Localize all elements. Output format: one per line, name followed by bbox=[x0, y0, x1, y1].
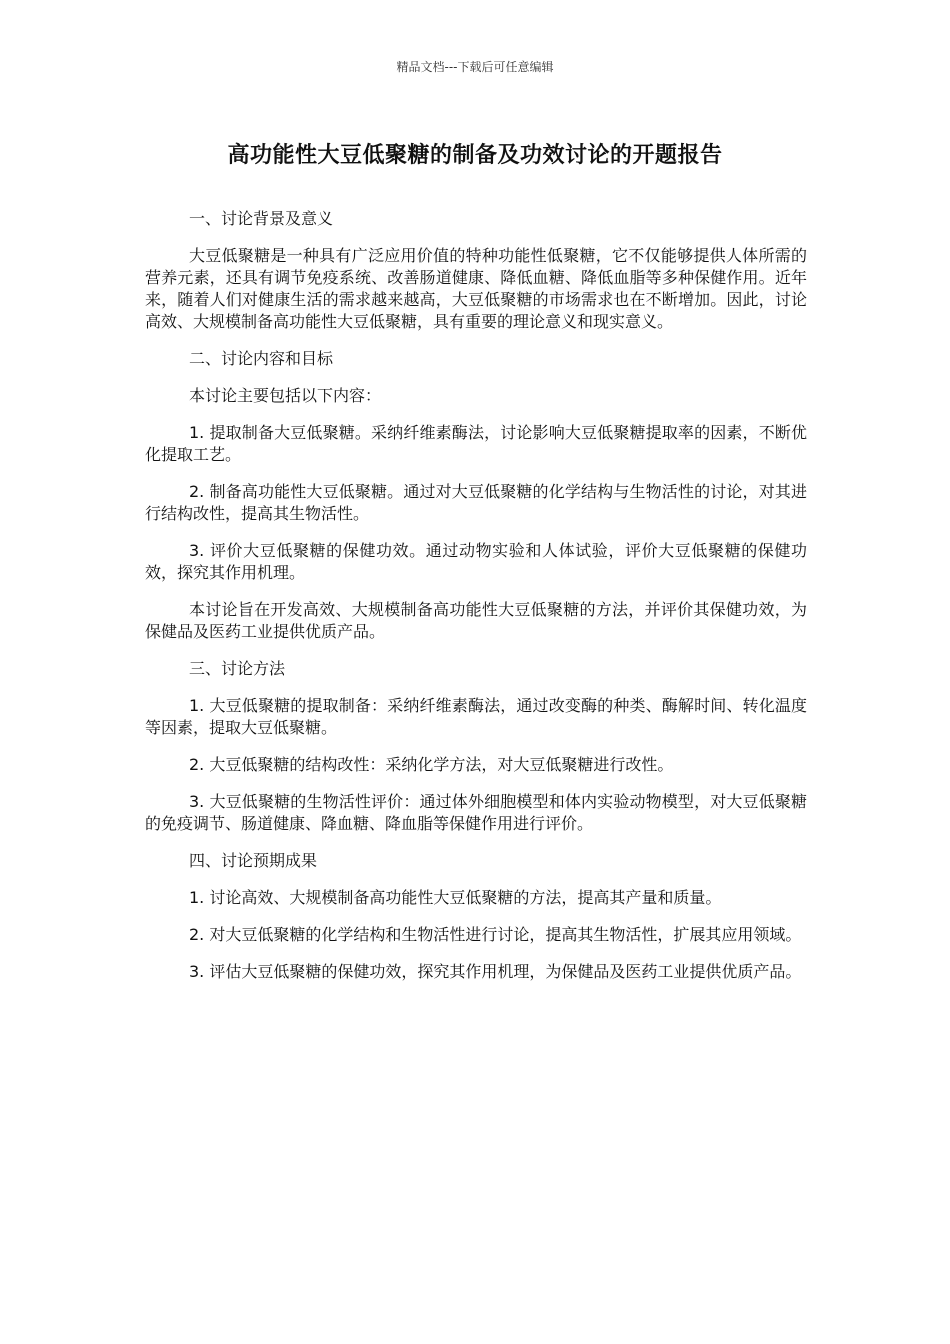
document-title: 高功能性大豆低聚糖的制备及功效讨论的开题报告 bbox=[227, 143, 723, 168]
list-item-method-2: 2. 大豆低聚糖的结构改性：采纳化学方法，对大豆低聚糖进行改性。 bbox=[189, 755, 674, 774]
list-item-outcome-2: 2. 对大豆低聚糖的化学结构和生物活性进行讨论，提高其生物活性，扩展其应用领域。 bbox=[189, 925, 802, 944]
list-item-content-1: 1. 提取制备大豆低聚糖。采纳纤维素酶法，讨论影响大豆低聚糖提取率的因素，不断优化提取工艺。 bbox=[145, 423, 807, 464]
list-item-outcome-3: 3. 评估大豆低聚糖的保健功效，探究其作用机理，为保健品及医药工业提供优质产品。 bbox=[189, 962, 802, 981]
section-heading-content-goals: 二、讨论内容和目标 bbox=[189, 349, 334, 368]
document-body bbox=[145, 208, 807, 998]
list-item-content-2: 2. 制备高功能性大豆低聚糖。通过对大豆低聚糖的化学结构与生物活性的讨论，对其进行结构改性，提高其生物活性。 bbox=[145, 482, 807, 523]
section-heading-methods: 三、讨论方法 bbox=[189, 659, 286, 678]
list-item-method-1: 1. 大豆低聚糖的提取制备：采纳纤维素酶法，通过改变酶的种类、酶解时间、转化温度等因素，提取大豆低聚糖。 bbox=[145, 696, 807, 737]
list-item-method-3: 3. 大豆低聚糖的生物活性评价：通过体外细胞模型和体内实验动物模型，对大豆低聚糖的免疫调节、肠道健康、降血糖、降血脂等保健作用进行评价。 bbox=[145, 792, 807, 833]
list-item-outcome-1: 1. 讨论高效、大规模制备高功能性大豆低聚糖的方法，提高其产量和质量。 bbox=[189, 888, 722, 907]
paragraph-goal: 本讨论旨在开发高效、大规模制备高功能性大豆低聚糖的方法，并评价其保健功效，为保健品及医药工业提供优质产品。 bbox=[145, 600, 807, 641]
section-heading-background: 一、讨论背景及意义 bbox=[189, 209, 334, 228]
paragraph-content-intro: 本讨论主要包括以下内容： bbox=[189, 386, 382, 405]
header-note: 精品文档---下载后可任意编辑 bbox=[396, 60, 554, 74]
list-item-content-3: 3. 评价大豆低聚糖的保健功效。通过动物实验和人体试验，评价大豆低聚糖的保健功效，探究其作用机理。 bbox=[145, 541, 807, 582]
paragraph-background: 大豆低聚糖是一种具有广泛应用价值的特种功能性低聚糖，它不仅能够提供人体所需的营养元素，还具有调节免疫系统、改善肠道健康、降低血糖、降低血脂等多种保健作用。近年来，随着人们对健康生活的需求越来越高，大豆低聚糖的市场需求也在不断增加。因此，讨论高效、大规模制备高功能性大豆低聚糖，具有重要的理论意义和现实意义。 bbox=[145, 246, 807, 331]
section-heading-outcomes: 四、讨论预期成果 bbox=[189, 851, 318, 870]
